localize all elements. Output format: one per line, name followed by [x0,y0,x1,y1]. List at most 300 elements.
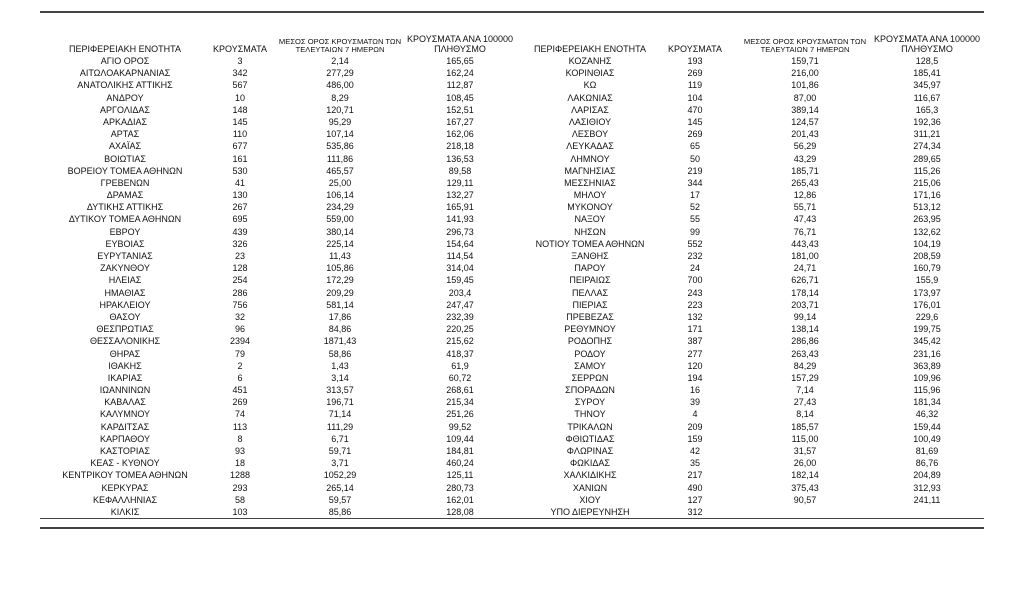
cell-left-per100k: 280,73 [446,482,474,493]
cell-right-per100k: 513,12 [913,202,941,213]
cell-right-region: ΠΕΙΡΑΙΩΣ [569,275,611,286]
cell-right-avg7: 8,14 [796,409,814,420]
cell-left-cases: 93 [234,446,245,456]
cell-right-region: ΛΕΣΒΟΥ [571,129,609,140]
cell-left-region: ΔΥΤΙΚΟΥ ΤΟΜΕΑ ΑΘΗΝΩΝ [68,214,182,225]
cell-left-per100k: 159,45 [446,275,474,286]
cell-right-cases: 387 [687,336,703,347]
cell-right-region: ΚΩ [583,80,597,91]
header-avg7-left: ΜΕΣΟΣ ΟΡΟΣ ΚΡΟΥΣΜΑΤΩΝ ΤΩΝ ΤΕΛΕΥΤΑΙΩΝ 7 ΗΜΕΡΩΝ [278,37,402,55]
cell-right-per100k: 274,34 [913,141,941,152]
cell-left-per100k: 60,72 [448,372,472,383]
cell-left-per100k: 61,9 [451,360,469,371]
cell-right-avg7: 124,57 [791,116,819,127]
cell-left-per100k: 184,81 [446,446,474,456]
cell-left-per100k: 460,24 [446,458,474,469]
cell-left-per100k: 162,06 [446,129,474,140]
cell-left-avg7: 71,14 [328,409,352,420]
cell-right-cases: 24 [689,263,700,274]
cell-left-avg7: 277,29 [326,68,354,79]
cell-right-avg7: 375,43 [791,482,819,493]
cell-left-avg7: 11,43 [329,251,351,261]
cell-right-region: ΜΗΛΟΥ [573,190,607,201]
cell-right-cases: 219 [687,165,703,176]
cell-right-cases: 104 [687,92,703,103]
cell-left-per100k: 109,44 [446,433,474,444]
table-row [40,482,984,494]
cell-left-avg7: 111,86 [326,153,354,164]
cell-right-avg7: 56,29 [793,141,817,152]
cell-right-per100k: 363,89 [913,360,941,371]
cell-left-region: ΑΡΚΑΔΙΑΣ [102,116,148,127]
cell-left-avg7: 486,00 [326,80,354,91]
cell-right-cases: 171 [687,324,703,335]
cell-left-per100k: 418,37 [446,348,474,359]
cell-right-region: ΦΛΩΡΙΝΑΣ [566,446,614,456]
cell-left-cases: 530 [232,165,248,176]
cell-right-avg7: 443,43 [791,238,819,249]
cell-right-cases: 42 [689,446,700,456]
cell-left-per100k: 128,08 [446,506,474,517]
table-row [40,92,984,104]
cell-left-per100k: 162,01 [446,494,474,505]
cell-left-cases: 130 [232,190,248,201]
cell-right-avg7: 27,43 [793,397,817,408]
top-rule [40,11,984,13]
table-row [40,408,984,420]
cell-right-region: ΛΕΥΚΑΔΑΣ [566,141,614,152]
cell-left-region: ΚΙΛΚΙΣ [110,506,140,517]
cell-right-avg7: 286,86 [791,336,819,347]
cell-left-per100k: 141,93 [446,214,474,225]
cell-right-cases: 490 [687,482,703,493]
cell-left-avg7: 17,86 [328,311,352,322]
cell-left-cases: 18 [234,458,245,469]
cell-right-per100k: 229,6 [915,311,939,322]
cell-right-region: ΛΗΜΝΟΥ [570,153,610,164]
cell-left-avg7: 6,71 [331,433,349,444]
cell-right-avg7: 138,14 [791,324,819,335]
cell-right-avg7: 87,00 [793,92,817,103]
cell-left-per100k: 136,53 [446,153,474,164]
cell-right-cases: 232 [687,251,703,261]
table-row [40,153,984,165]
cell-left-per100k: 215,34 [446,397,474,408]
cell-left-cases: 58 [234,494,245,505]
table-row [40,274,984,286]
cell-right-per100k: 100,49 [913,433,941,444]
cell-left-avg7: 3,14 [331,372,349,383]
table-row [40,165,984,177]
cell-left-cases: 32 [234,311,245,322]
cell-left-cases: 96 [234,324,245,335]
cell-right-cases: 120 [687,360,703,371]
cell-left-region: ΑΝΑΤΟΛΙΚΗΣ ΑΤΤΙΚΗΣ [77,80,173,91]
cell-right-region: ΣΕΡΡΩΝ [571,372,609,383]
cell-left-per100k: 268,61 [446,385,474,396]
cell-right-cases: 277 [687,348,703,359]
table-row [40,348,984,360]
table-row [40,360,984,372]
table-row [40,506,984,518]
cell-right-per100k: 241,11 [913,494,941,505]
cell-left-cases: 2394 [229,336,251,347]
cell-right-avg7: 24,71 [793,263,817,274]
cell-right-avg7: 7,14 [796,385,814,396]
cell-right-per100k: 204,89 [913,470,941,481]
cell-left-cases: 110 [232,129,248,140]
cell-right-cases: 4 [692,409,698,420]
cell-right-cases: 217 [687,470,703,481]
header-avg7-right: ΜΕΣΟΣ ΟΡΟΣ ΚΡΟΥΣΜΑΤΩΝ ΤΩΝ ΤΕΛΕΥΤΑΙΩΝ 7 ΗΜΕΡΩΝ [743,37,867,55]
table-row [40,226,984,238]
cell-right-avg7: 263,43 [791,348,819,359]
cell-left-avg7: 8,29 [331,92,349,103]
cell-left-per100k: 165,91 [446,202,474,213]
cell-left-region: ΚΕΡΚΥΡΑΣ [101,482,149,493]
table-row [40,116,984,128]
cell-left-per100k: 152,51 [446,104,474,115]
cell-left-per100k: 314,04 [446,263,474,274]
cell-left-cases: 79 [234,348,245,359]
bottom-rule-thin [40,518,984,519]
cell-left-per100k: 215,62 [446,336,474,347]
cell-right-region: ΜΑΓΝΗΣΙΑΣ [564,165,616,176]
table-body [40,55,984,518]
cell-right-per100k: 345,42 [913,336,941,347]
cell-left-avg7: 234,29 [326,202,354,213]
cell-left-avg7: 85,86 [328,506,352,517]
cell-right-region: ΠΙΕΡΙΑΣ [572,299,608,310]
cell-right-cases: 145 [687,116,703,127]
cell-left-per100k: 129,11 [446,177,474,188]
cell-right-region: ΛΑΚΩΝΙΑΣ [567,92,613,103]
cell-right-per100k: 215,06 [913,177,941,188]
cell-left-region: ΖΑΚΥΝΘΟΥ [100,263,150,274]
cell-left-cases: 128 [232,263,248,274]
cell-left-avg7: 3,71 [331,458,349,469]
cell-left-avg7: 107,14 [326,129,354,140]
cell-left-avg7: 95,29 [328,116,352,127]
cell-right-region: ΧΙΟΥ [579,494,601,505]
cell-right-cases: 470 [687,104,703,115]
cell-left-region: ΒΟΡΕΙΟΥ ΤΟΜΕΑ ΑΘΗΝΩΝ [67,165,183,176]
cell-right-per100k: 345,97 [913,80,941,91]
cell-right-region: ΡΕΘΥΜΝΟΥ [564,324,616,335]
cell-left-cases: 293 [232,482,248,493]
cell-left-region: ΘΕΣΠΡΩΤΙΑΣ [96,324,154,335]
cell-left-avg7: 559,00 [326,214,354,225]
cell-right-region: ΞΑΝΘΗΣ [571,251,609,261]
cell-right-per100k: 165,3 [915,104,939,115]
cell-left-region: ΑΙΤΩΛΟΑΚΑΡΝΑΝΙΑΣ [79,68,171,79]
cell-left-region: ΓΡΕΒΕΝΩΝ [100,177,150,188]
cell-right-per100k: 173,97 [913,287,941,298]
cell-right-region: ΛΑΣΙΘΙΟΥ [568,116,612,127]
table-row [40,250,984,262]
cell-right-avg7: 216,00 [791,68,819,79]
cell-left-avg7: 535,86 [326,141,354,152]
bottom-rule-thick [40,527,984,529]
cell-left-per100k: 99,52 [448,421,472,432]
cell-left-cases: 103 [232,506,248,517]
table-row [40,323,984,335]
cell-left-avg7: 196,71 [326,397,354,408]
table-row [40,457,984,469]
cell-right-avg7: 99,14 [793,311,817,322]
cell-left-avg7: 25,00 [328,177,352,188]
cell-right-region: ΠΑΡΟΥ [574,263,606,274]
cell-left-per100k: 165,65 [446,56,474,66]
cell-left-avg7: 105,86 [326,263,354,274]
cell-right-per100k: 128,5 [915,56,939,66]
cell-left-cases: 326 [232,238,248,249]
cell-right-region: ΣΑΜΟΥ [574,360,606,371]
cell-right-cases: 127 [687,494,703,505]
cell-left-per100k: 114,54 [446,251,474,261]
cell-left-avg7: 172,29 [326,275,354,286]
cell-left-region: ΔΥΤΙΚΗΣ ΑΤΤΙΚΗΣ [86,202,164,213]
cell-left-avg7: 380,14 [326,226,354,237]
table-row [40,287,984,299]
cell-right-cases: 193 [687,56,703,66]
cell-left-cases: 113 [232,421,248,432]
header-region-right: ΠΕΡΙΦΕΡΕΙΑΚΗ ΕΝΟΤΗΤΑ [533,43,647,54]
table-row [40,396,984,408]
cell-left-cases: 286 [232,287,248,298]
cell-left-avg7: 84,86 [328,324,352,335]
cell-right-per100k: 289,65 [913,153,941,164]
cell-left-avg7: 106,14 [326,190,354,201]
cell-left-avg7: 58,86 [328,348,352,359]
cell-right-per100k: 231,16 [913,348,941,359]
cell-left-region: ΑΡΓΟΛΙΔΑΣ [100,104,150,115]
cell-left-region: ΑΓΙΟ ΟΡΟΣ [100,56,150,66]
cell-right-avg7: 55,71 [793,202,817,213]
cell-right-per100k: 311,21 [913,129,941,140]
cell-left-avg7: 225,14 [326,238,354,249]
cell-left-cases: 756 [232,299,248,310]
cell-left-region: ΘΗΡΑΣ [109,348,141,359]
cell-right-cases: 269 [687,129,703,140]
cell-left-cases: 254 [232,275,248,286]
table-row [40,262,984,274]
cell-right-cases: 16 [689,385,700,396]
cell-left-avg7: 465,57 [326,165,354,176]
cell-left-per100k: 251,26 [446,409,474,420]
cell-right-avg7: 389,14 [791,104,819,115]
cell-right-per100k: 192,36 [913,116,941,127]
table-row [40,128,984,140]
cell-right-per100k: 81,69 [915,446,939,456]
table-row [40,189,984,201]
cell-left-avg7: 209,29 [326,287,354,298]
cell-right-per100k: 199,75 [913,324,941,335]
cell-left-region: ΘΑΣΟΥ [109,311,141,322]
header-per100k-right: ΚΡΟΥΣΜΑΤΑ ΑΝΑ 100000 ΠΛΗΘΥΣΜΟ [874,34,980,54]
cell-right-region: ΠΕΛΛΑΣ [571,287,609,298]
cell-left-region: ΔΡΑΜΑΣ [106,190,144,201]
table-row [40,494,984,506]
cell-right-cases: 132 [687,311,703,322]
cell-right-cases: 52 [689,202,700,213]
cell-right-per100k: 176,01 [913,299,941,310]
cell-left-region: ΘΕΣΣΑΛΟΝΙΚΗΣ [89,336,161,347]
cell-right-per100k: 115,96 [913,385,941,396]
cell-left-avg7: 59,57 [328,494,352,505]
cell-right-per100k: 159,44 [913,421,941,432]
cell-left-cases: 439 [232,226,248,237]
cell-left-avg7: 111,29 [326,421,354,432]
cell-right-region: ΠΡΕΒΕΖΑΣ [566,311,614,322]
cell-left-avg7: 313,57 [326,385,354,396]
cell-right-per100k: 132,62 [913,226,941,237]
table-row [40,104,984,116]
cell-right-region: ΛΑΡΙΣΑΣ [571,104,609,115]
cell-left-region: ΗΜΑΘΙΑΣ [104,287,146,298]
cell-right-cases: 223 [687,299,703,310]
cell-left-avg7: 1,43 [331,360,349,371]
cell-right-per100k: 86,76 [915,458,939,469]
header-cases-right: ΚΡΟΥΣΜΑΤΑ [668,43,722,54]
cell-right-per100k: 155,9 [915,275,939,286]
cell-right-region: ΥΠΟ ΔΙΕΡΕΥΝΗΣΗ [550,506,630,517]
cell-left-per100k: 247,47 [446,299,474,310]
table-row [40,469,984,481]
cell-right-avg7: 626,71 [791,275,819,286]
table-row [40,55,984,67]
cell-right-avg7: 26,00 [793,458,817,469]
cell-left-avg7: 1052,29 [323,470,357,481]
cell-right-per100k: 160,79 [913,263,941,274]
cell-right-avg7: 12,86 [793,190,817,201]
table-row [40,213,984,225]
cell-right-region: ΝΗΣΩΝ [574,226,606,237]
header-per100k-left: ΚΡΟΥΣΜΑΤΑ ΑΝΑ 100000 ΠΛΗΘΥΣΜΟ [407,34,513,54]
cell-right-avg7: 101,86 [791,80,819,91]
cell-left-cases: 148 [232,104,248,115]
cell-right-per100k: 104,19 [913,238,941,249]
cell-right-avg7: 90,57 [793,494,817,505]
table-row [40,238,984,250]
cell-left-region: ΚΕΑΣ - ΚΥΘΝΟΥ [90,458,160,469]
cell-left-region: ΚΑΣΤΟΡΙΑΣ [100,446,150,456]
cell-left-region: ΑΧΑΪΑΣ [108,141,142,152]
cell-left-avg7: 2,14 [331,56,349,66]
cell-right-avg7: 265,43 [791,177,819,188]
cell-left-cases: 145 [232,116,248,127]
cell-left-region: ΚΑΛΥΜΝΟΥ [99,409,151,420]
cell-right-cases: 65 [689,141,700,152]
cell-right-avg7: 76,71 [793,226,817,237]
cell-right-avg7: 47,43 [793,214,817,225]
cell-left-region: ΚΕΝΤΡΙΚΟΥ ΤΟΜΕΑ ΑΘΗΝΩΝ [62,470,188,481]
cell-right-region: ΦΩΚΙΔΑΣ [570,458,610,469]
cell-left-cases: 695 [232,214,248,225]
cell-left-per100k: 220,25 [446,324,474,335]
cell-right-cases: 119 [687,80,703,91]
cell-right-cases: 35 [689,458,700,469]
cell-right-cases: 700 [687,275,703,286]
cell-left-avg7: 581,14 [326,299,354,310]
cell-left-avg7: 265,14 [326,482,354,493]
cell-left-cases: 8 [237,433,243,444]
cell-left-region: ΚΑΡΔΙΤΣΑΣ [100,421,150,432]
cell-right-cases: 17 [689,190,700,201]
cell-right-region: ΡΟΔΟΥ [574,348,606,359]
cell-left-per100k: 296,73 [446,226,474,237]
cell-right-avg7: 201,43 [791,129,819,140]
cell-right-region: ΡΟΔΟΠΗΣ [567,336,613,347]
cell-right-cases: 344 [687,177,703,188]
cell-right-cases: 209 [687,421,703,432]
cell-left-cases: 1288 [229,470,251,481]
cell-left-region: ΕΥΒΟΙΑΣ [105,238,145,249]
cell-right-cases: 312 [687,506,703,517]
cell-left-per100k: 218,18 [446,141,474,152]
cell-left-cases: 161 [232,153,248,164]
table-row [40,445,984,457]
table-row [40,177,984,189]
cell-right-per100k: 109,96 [913,372,941,383]
table-row [40,311,984,323]
table-row [40,335,984,347]
cell-right-avg7: 185,71 [791,165,819,176]
cell-right-cases: 99 [689,226,700,237]
cell-right-per100k: 185,41 [913,68,941,79]
cell-left-cases: 269 [232,397,248,408]
cell-right-region: ΚΟΡΙΝΘΙΑΣ [565,68,615,79]
cell-left-region: ΑΡΤΑΣ [110,129,140,140]
cell-right-avg7: 157,29 [791,372,819,383]
cell-right-cases: 552 [687,238,703,249]
cell-right-cases: 50 [689,153,700,164]
cell-left-per100k: 167,27 [446,116,474,127]
cell-left-per100k: 203,4 [448,287,472,298]
cell-left-region: ΒΟΙΩΤΙΑΣ [104,153,146,164]
cell-left-cases: 74 [234,409,245,420]
cell-left-region: ΚΑΡΠΑΘΟΥ [99,433,151,444]
cell-right-region: ΤΡΙΚΑΛΩΝ [567,421,613,432]
cell-right-region: ΜΥΚΟΝΟΥ [567,202,613,213]
table-row [40,384,984,396]
cell-right-cases: 55 [689,214,700,225]
cell-left-per100k: 232,39 [446,311,474,322]
cell-left-region: ΑΝΔΡΟΥ [106,92,144,103]
cell-right-cases: 159 [687,433,703,444]
cell-right-avg7: 178,14 [791,287,819,298]
cell-left-region: ΙΘΑΚΗΣ [108,360,142,371]
cell-right-avg7: 31,57 [793,446,817,456]
cell-right-cases: 269 [687,68,703,79]
table-row [40,421,984,433]
cell-left-cases: 342 [232,68,248,79]
table-row [40,201,984,213]
table-row [40,140,984,152]
cell-left-cases: 3 [237,56,243,66]
cell-right-avg7: 181,00 [791,251,819,261]
cell-left-cases: 267 [232,202,248,213]
cell-right-region: ΝΟΤΙΟΥ ΤΟΜΕΑ ΑΘΗΝΩΝ [535,238,645,249]
cell-left-per100k: 154,64 [446,238,474,249]
cell-left-avg7: 59,71 [328,446,352,456]
cell-left-per100k: 89,58 [448,165,472,176]
cell-left-per100k: 125,11 [446,470,474,481]
cell-right-cases: 39 [689,397,700,408]
table-row [40,79,984,91]
table-row [40,299,984,311]
cell-left-per100k: 108,45 [446,92,474,103]
